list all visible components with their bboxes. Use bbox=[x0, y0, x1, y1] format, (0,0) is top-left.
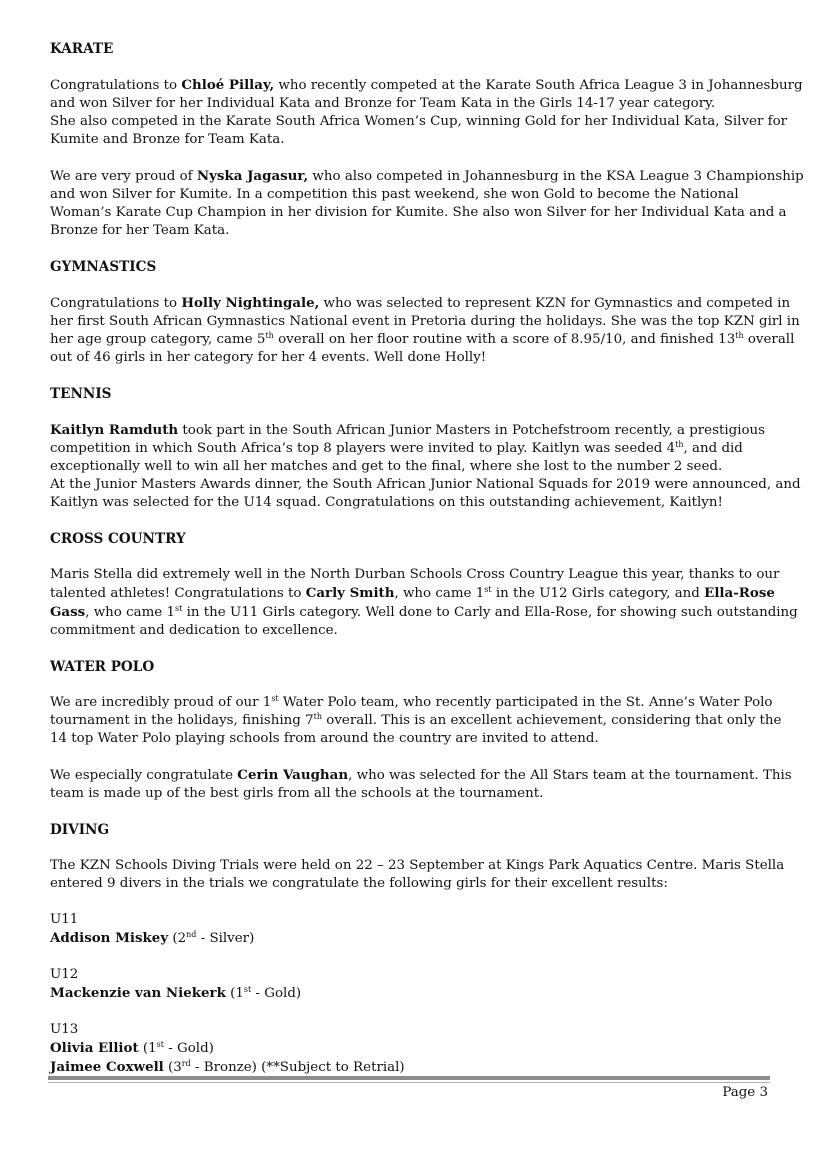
section-heading-water-polo: WATER POLO bbox=[50, 659, 155, 675]
diving-paragraph-1: The KZN Schools Diving Trials were held on 22 – 23 September at Kings Park Aquatics Centre. Maris Stella entered 9 divers in the trials we congratulate the following girls for their excellent results: bbox=[50, 858, 785, 891]
cross-country-paragraph-1: Maris Stella did extremely well in the North Durban Schools Cross Country League this year, thanks to our talented athletes! Congratulations to Carly Smith, who came 1st in the U12 Girls category, and Ella-Rose Gass, who came 1st in the U11 Girls category. Well done to Carly and Ella-Rose, for showing such outstanding commitment and dedication to excellence. bbox=[50, 567, 798, 638]
section-heading-diving: DIVING bbox=[50, 822, 110, 838]
athlete-name: Ella-Rose bbox=[704, 585, 775, 601]
water-polo-paragraph-2: We especially congratulate Cerin Vaughan, who was selected for the All Stars team at the tournament. This team is made up of the best girls from all the schools at the tournament. bbox=[50, 767, 792, 801]
document-body bbox=[50, 40, 804, 1095]
footer-rule-thin bbox=[48, 1082, 770, 1083]
athlete-name: Cerin Vaughan bbox=[237, 767, 349, 783]
karate-paragraph-2: We are very proud of Nyska Jagasur, who also competed in Johannesburg in the KSA League 3 Championship and won Silver for Kumite. In a competition this past weekend, she won Gold to become the National Woman’s Karate Cup Champion in her division for Kumite. She also won Silver for her Individual Kata and a Bronze for her Team Kata. bbox=[50, 168, 804, 238]
water-polo-paragraph-1: We are incredibly proud of our 1st Water Polo team, who recently participated in the St. Anne’s Water Polo tournament in the holidays, finishing 7th overall. This is an excellent achievement, considering that only the 14 top Water Polo playing schools from around the country are invited to attend. bbox=[50, 694, 782, 746]
footer-rule bbox=[48, 1076, 770, 1080]
athlete-name: Carly Smith bbox=[305, 585, 395, 601]
section-heading-karate: KARATE bbox=[50, 41, 114, 57]
section-heading-tennis: TENNIS bbox=[50, 386, 112, 402]
age-group-label: U12 bbox=[50, 967, 79, 982]
athlete-name: Nyska Jagasur, bbox=[196, 168, 309, 184]
diving-result: Olivia Elliot (1st - Gold) bbox=[50, 1040, 214, 1056]
diving-group-u11 bbox=[50, 911, 770, 948]
diving-result: Jaimee Coxwell (3rd - Bronze) (**Subject to Retrial) bbox=[50, 1059, 405, 1075]
diving-result: Mackenzie van Niekerk (1st - Gold) bbox=[50, 985, 302, 1001]
karate-paragraph-1: Congratulations to Chloé Pillay, who recently competed at the Karate South Africa League 3 in Johannesburg and won Silver for her Individual Kata and Bronze for Team Kata in the Girls 14-17 year category. She also competed in the Karate South Africa Women’s Cup, winning Gold for her Individual Kata, Silver for Kumite and Bronze for Team Kata. bbox=[50, 77, 803, 147]
gymnastics-paragraph-1: Congratulations to Holly Nightingale, who was selected to represent KZN for Gymnastics and competed in her first South African Gymnastics National event in Pretoria during the holidays. She was the top KZN girl in her age group category, came 5th overall on her floor routine with a score of 8.95/10, and finished 13th overall out of 46 girls in her category for her 4 events. Well done Holly! bbox=[50, 295, 800, 365]
athlete-name: Mackenzie van Niekerk bbox=[50, 985, 226, 1001]
section-heading-gymnastics: GYMNASTICS bbox=[50, 259, 157, 275]
tennis-paragraph-1: Kaitlyn Ramduth took part in the South African Junior Masters in Potchefstroom recently, a prestigious competition in which South Africa’s top 8 players were invited to play. Kaitlyn was seeded 4th, and did exceptionally well to win all her matches and get to the final, where she lost to the number 2 seed. At the Junior Masters Awards dinner, the South African Junior National Squads for 2019 were announced, and Kaitlyn was selected for the U14 squad. Congratulations on this outstanding achievement, Kaitlyn! bbox=[50, 422, 801, 510]
diving-group-u13 bbox=[50, 1021, 770, 1077]
diving-group-u12 bbox=[50, 966, 770, 1003]
age-group-label: U13 bbox=[50, 1022, 79, 1037]
athlete-name: Addison Miskey bbox=[50, 930, 169, 946]
diving-result: Addison Miskey (2nd - Silver) bbox=[50, 930, 255, 946]
athlete-name: Olivia Elliot bbox=[50, 1040, 139, 1056]
athlete-name: Kaitlyn Ramduth bbox=[50, 422, 179, 438]
page-number: Page 3 bbox=[722, 1085, 768, 1100]
section-heading-cross-country: CROSS COUNTRY bbox=[50, 531, 186, 547]
athlete-name: Gass bbox=[50, 604, 86, 620]
age-group-label: U11 bbox=[50, 912, 79, 927]
athlete-name: Chloé Pillay, bbox=[181, 77, 275, 93]
athlete-name: Jaimee Coxwell bbox=[50, 1059, 164, 1075]
athlete-name: Holly Nightingale, bbox=[181, 295, 320, 311]
